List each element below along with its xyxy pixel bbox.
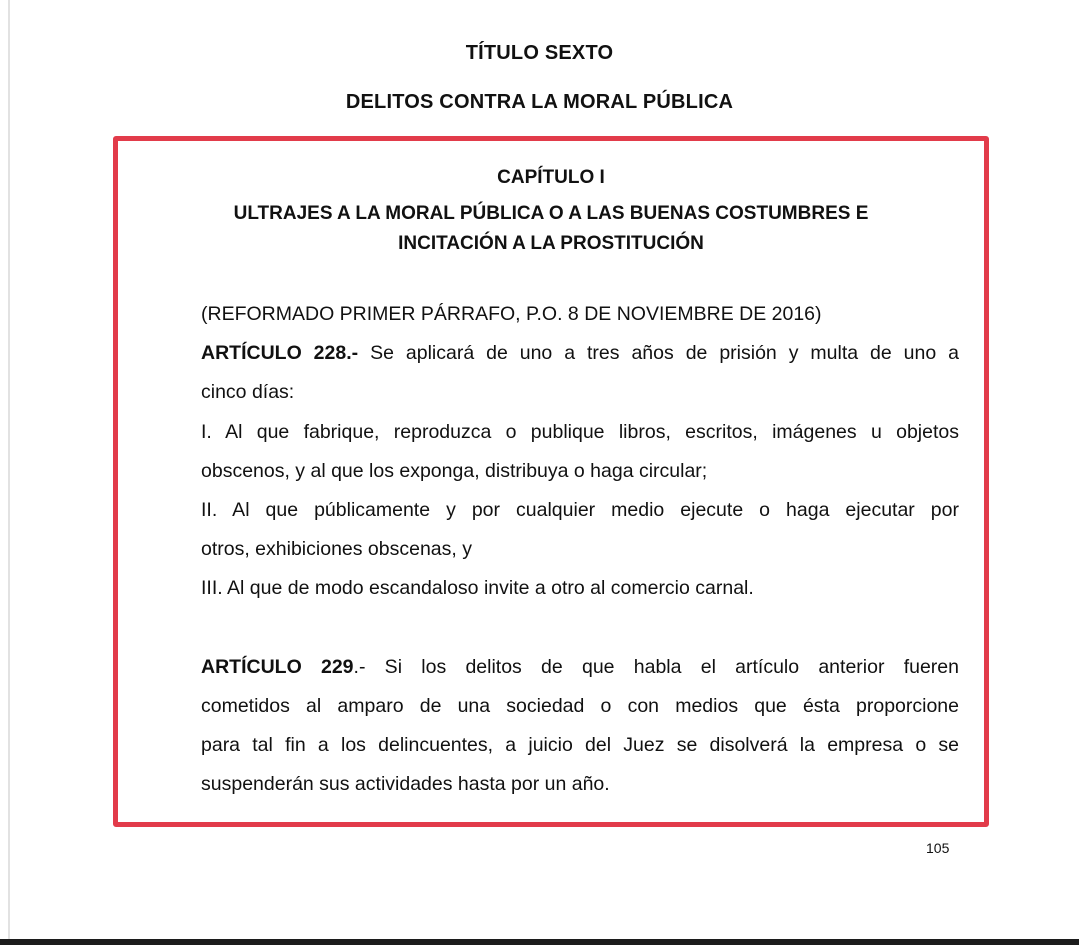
article-229-line-4: suspenderán sus actividades hasta por un año.	[201, 773, 610, 796]
bottom-bar	[0, 939, 1079, 945]
title-heading: TÍTULO SEXTO	[465, 42, 614, 64]
article-229-line-1	[201, 648, 959, 687]
article-228-item-2-line-1: II. Al que públicamente y por cualquier medio ejecute o haga ejecutar por	[201, 498, 959, 521]
highlight-box	[113, 136, 989, 827]
article-229-line-2: cometidos al amparo de una sociedad o con medios que ésta proporcione	[201, 694, 959, 717]
article-228-line-1	[201, 334, 959, 373]
article-228-item-2-line-2: otros, exhibiciones obscenas, y	[201, 538, 472, 561]
article-228-item-1-line-1: I. Al que fabrique, reproduzca o publique libros, escritos, imágenes u objetos	[201, 420, 959, 443]
article-228-item-3: III. Al que de modo escandaloso invite a otro al comercio carnal.	[201, 577, 754, 600]
chapter-name-line-2: INCITACIÓN A LA PROSTITUCIÓN	[398, 233, 704, 254]
article-228-line-2: cinco días:	[201, 381, 295, 404]
article-229-heading: ARTÍCULO 229	[201, 655, 354, 678]
page-number: 105	[926, 840, 950, 856]
chapter-number: CAPÍTULO I	[497, 167, 605, 188]
title-subheading: DELITOS CONTRA LA MORAL PÚBLICA	[345, 91, 734, 113]
article-229-line-3: para tal fin a los delincuentes, a juicio del Juez se disolverá la empresa o se	[201, 734, 959, 757]
article-body	[201, 295, 959, 804]
article-228-text-1: Se aplicará de uno a tres años de prisión y multa de uno a	[358, 342, 959, 365]
article-228-item-1-line-2: obscenos, y al que los exponga, distribuya o haga circular;	[201, 459, 708, 482]
article-229-text-1: .- Si los delitos de que habla el artículo anterior fueren	[353, 655, 959, 678]
reform-note: (REFORMADO PRIMER PÁRRAFO, P.O. 8 DE NOVIEMBRE DE 2016)	[201, 303, 822, 325]
paragraph-gap	[201, 609, 959, 648]
page-left-edge	[8, 0, 10, 940]
chapter-name-line-1: ULTRAJES A LA MORAL PÚBLICA O A LAS BUENAS COSTUMBRES E	[233, 203, 869, 224]
article-228-heading: ARTÍCULO 228.-	[201, 342, 359, 365]
